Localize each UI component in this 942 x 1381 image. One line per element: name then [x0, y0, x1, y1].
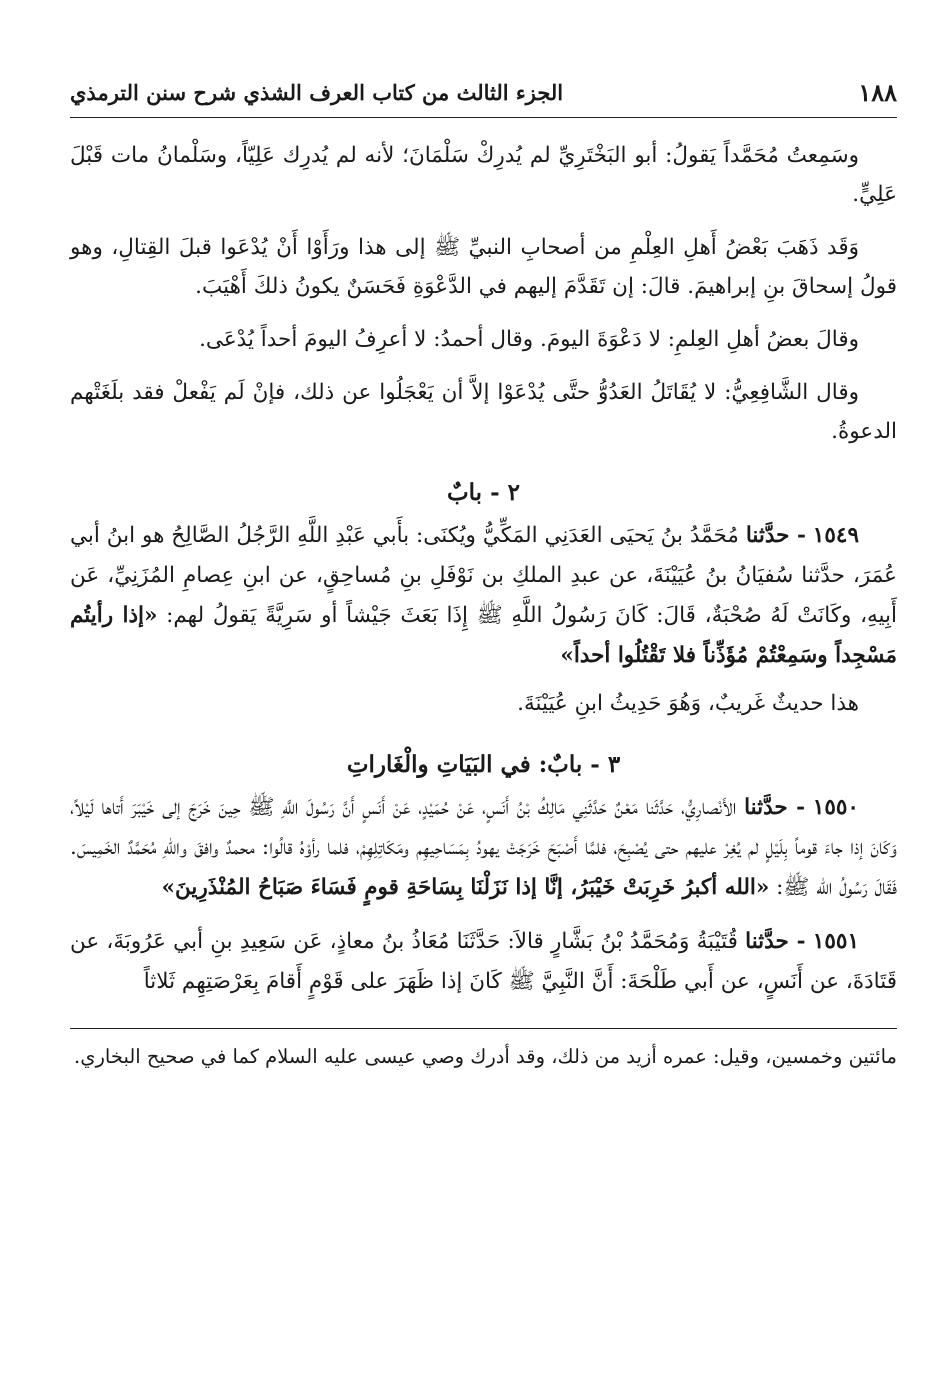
haddathana-label: - حدَّثنا	[745, 929, 806, 954]
page-number: ١٨٨	[858, 78, 897, 107]
section-title-2: ٢ - بابٌ	[447, 479, 520, 506]
haddathana-label: - حدَّثنا	[744, 795, 806, 820]
paragraph-3: وقالَ بعضُ أهلِ العِلمِ: لا دَعْوَةَ اليومَ. وقال أحمدُ: لا أعرِفُ اليومَ أحداً يُدْعَى.	[199, 327, 859, 352]
hadith-number: ١٥٤٩	[812, 523, 859, 548]
hadith-text: قُتَيْبَةُ وَمُحَمَّدُ بْنُ بَشَّارٍ قالاَ: حَدَّثَنَا مُعَاذُ بنُ معاذٍ، عَن سَعِيدِ بنِ أبي عَرُوبَةَ، عن قَتَادَةَ، عن أَنَسٍ، عن أَبي طَلْحَةَ: أَنَّ النَّبِيَّ ﷺ كَانَ إذا ظَهَرَ على قَوْمٍ أَقامَ بِعَرْصَتِهِم ثَلاثاً	[70, 929, 897, 994]
footnote: مائتين وخمسين، وقيل: عمره أزيد من ذلك، وقد أدرك وصي عيسى عليه السلام كما في صحيح البخاري.	[74, 1045, 897, 1068]
paragraph-2: وَقَد ذَهَبَ بَعْضُ أَهلِ العِلْمِ من أصحابِ النبيِّ ﷺ إلى هذا ورَأَوْا أَنْ يُدْعَوا قبلَ القِتالِ، وهو قولُ إسحاقَ بنِ إبراهيمَ. قالَ: إن تَقَدَّمَ إليهم في الدَّعْوَةِ فَحَسَنٌ يكونُ ذلكَ أَهْيَبَ.	[70, 235, 897, 299]
hadith-quote: «إذا رأيتُم مَسْجِداً وسَمِعْتُمْ مُؤَذِّناً فلا تَقْتُلُوا أحداً»	[70, 603, 897, 668]
hadith-grading: هذا حديثٌ غَريبٌ، وَهُوَ حَدِيثُ ابنِ عُيَيْنَةَ.	[517, 691, 859, 716]
haddathana-label: - حدَّثنا	[745, 523, 806, 548]
hadith-number: ١٥٥٠	[812, 795, 859, 820]
hadith-text: مُحَمَّدُ بنُ يَحيَى العَدَنِي المَكِّيُّ ويُكنَى: بأَبي عَبْدِ اللَّهِ الرَّجُلُ الصَّالِحُ هو ابنُ أبي عُمَرَ، حدَّثنا سُفيَانُ بنُ عُيَيْنَةَ، عن عبدِ الملكِ بن نَوْفَلِ بنِ مُساحِقٍ، عن ابنِ عِصامِ المُزَنِيِّ، عَن أَبِيهِ، وكَانَتْ لَهُ صُحْبَةٌ، قَالَ: كَانَ رَسُولُ اللَّهِ ﷺ إِذَا بَعَثَ جَيْشاً أو سَرِيَّةً يَقولُ لهم:	[70, 523, 898, 628]
hadith-1551	[70, 922, 897, 1002]
hadith-text: الأَنْصارِيُّ، حَدَّثَنا مَعْنٌ حَدَّثَنِي مَالِكُ بْنُ أَنَسٍ، عَنْ حُمَيْدٍ، عَنْ أَنَسٍ أَنَّ رَسُولَ اللَّهِ ﷺ حِينَ خَرَجَ إلى خَيْبَرَ أَتاها لَيْلاً، وَكَانَ إذا جاءَ قوماً بِلَيْلٍ لم يُغِرْ عليهم حتى يُصْبِحَ، فلمَّا أَصْبَحَ خَرَجَتْ يهودُ بِمَسَاحِيهِم ومَكَاتِلِهِمْ، فلما رأوْهُ قالُوا: محمدٌ وافقَ واللهِ مُحَمَّدٌ الخَمِيسَ. فَقَالَ رَسُولُ الله ﷺ:	[70, 795, 897, 900]
book-page	[70, 78, 897, 1361]
section-title-3: ٣ - بابٌ: في البَيَاتِ والْغَاراتِ	[346, 751, 621, 778]
paragraph-4: وقال الشَّافِعِيُّ: لا يُقَاتَلُ العَدُوُّ حتَّى يُدْعَوْا إلاَّ أن يَعْجَلُوا عن ذلك، فإنْ لَم يَفْعلْ فقد بلَغَتْهم الدعوةُ.	[70, 380, 897, 444]
hadith-1550	[70, 788, 897, 908]
paragraph-1: وسَمِعتُ مُحَمَّداً يَقولُ: أبو البَخْتَرِيِّ لم يُدرِكْ سَلْمَانَ؛ لأنه لم يُدرِك عَلِيّاً، وسَلْمانُ مات قَبْلَ عَلِيٍّ.	[70, 143, 897, 207]
running-title: الجزء الثالث من كتاب العرف الشذي شرح سنن الترمذي	[70, 80, 564, 105]
running-head	[70, 78, 897, 118]
hadith-1549	[70, 516, 897, 676]
hadith-quote: «الله أكبرُ خَرِبَتْ خَيْبَرُ، إنَّا إذا نَزَلْنَا بِسَاحَةِ قومٍ فَسَاءَ صَبَاحُ المُنْذَرِينَ»	[161, 875, 770, 900]
footnote-divider	[70, 1028, 897, 1029]
hadith-number: ١٥٥١	[812, 929, 859, 954]
